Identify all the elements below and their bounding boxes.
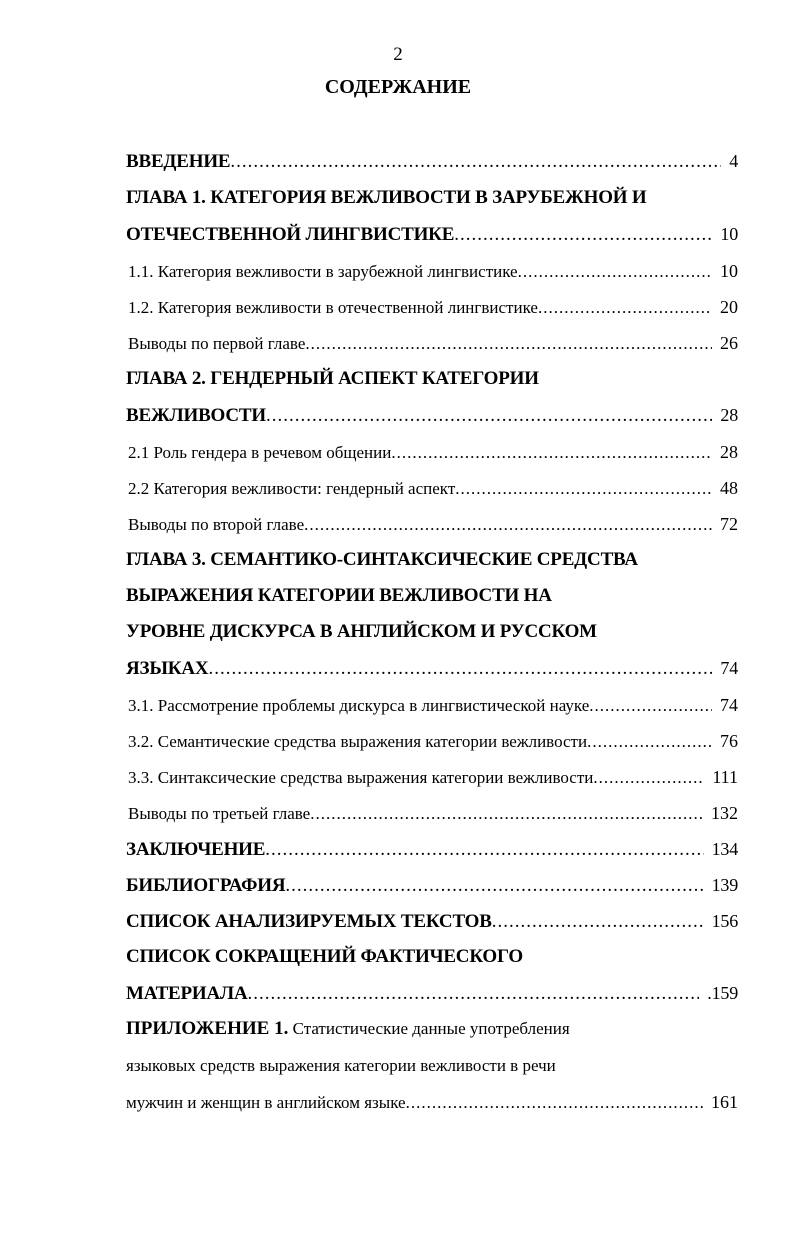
toc-chapter1-line1[interactable]: ГЛАВА 1. КАТЕГОРИЯ ВЕЖЛИВОСТИ В ЗАРУБЕЖНОЙ И: [126, 187, 647, 208]
toc-analyzed-texts[interactable]: СПИСОК АНАЛИЗИРУЕМЫХ ТЕКСТОВ ..... 156: [126, 910, 738, 933]
appendix-description-1: Статистические данные употребления: [292, 1019, 570, 1038]
toc-section-3-2[interactable]: 3.2. Семантические средства выражения категории вежливости ..... 76: [128, 730, 738, 753]
toc-section-2-2[interactable]: 2.2 Категория вежливости: гендерный аспект ..... 48: [128, 477, 738, 500]
toc-chapter3-line3[interactable]: УРОВНЕ ДИСКУРСА В АНГЛИЙСКОМ И РУССКОМ: [126, 621, 597, 642]
toc-chapter3-line2[interactable]: ВЫРАЖЕНИЯ КАТЕГОРИИ ВЕЖЛИВОСТИ НА: [126, 585, 552, 606]
toc-chapter2-line1[interactable]: ГЛАВА 2. ГЕНДЕРНЫЙ АСПЕКТ КАТЕГОРИИ: [126, 368, 539, 389]
toc-conclusion-ch1[interactable]: Выводы по первой главе ..... 26: [128, 332, 738, 355]
toc-conclusion-ch3[interactable]: Выводы по третьей главе ..... 132: [128, 802, 738, 825]
toc-appendix-line2[interactable]: языковых средств выражения категории вежливости в речи: [126, 1056, 556, 1075]
toc-chapter3[interactable]: ЯЗЫКАХ ..... 74: [126, 657, 738, 680]
toc-section-2-1[interactable]: 2.1 Роль гендера в речевом общении ..... 28: [128, 441, 738, 464]
toc-section-1-1[interactable]: 1.1. Категория вежливости в зарубежной лингвистике ..... 10: [128, 260, 738, 283]
appendix-label: ПРИЛОЖЕНИЕ 1.: [126, 1018, 289, 1039]
toc-conclusion[interactable]: ЗАКЛЮЧЕНИЕ ..... 134: [126, 838, 738, 861]
toc-abbreviations[interactable]: МАТЕРИАЛА ..... .159: [126, 982, 738, 1005]
toc-chapter2[interactable]: ВЕЖЛИВОСТИ ..... 28: [126, 404, 738, 427]
toc-abbreviations-line1[interactable]: СПИСОК СОКРАЩЕНИЙ ФАКТИЧЕСКОГО: [126, 946, 523, 967]
toc-section-1-2[interactable]: 1.2. Категория вежливости в отечественной лингвистике ..... 20: [128, 296, 738, 319]
toc-section-3-1[interactable]: 3.1. Рассмотрение проблемы дискурса в лингвистической науке ..... 74: [128, 694, 738, 717]
toc-chapter3-line1[interactable]: ГЛАВА 3. СЕМАНТИКО-СИНТАКСИЧЕСКИЕ СРЕДСТВА: [126, 549, 638, 570]
page-title: СОДЕРЖАНИЕ: [324, 76, 472, 98]
toc-section-3-3[interactable]: 3.3. Синтаксические средства выражения категории вежливости ..... 111: [128, 766, 738, 789]
toc-entry-intro[interactable]: ВВЕДЕНИЕ ..... 4: [126, 150, 738, 173]
toc-bibliography[interactable]: БИБЛИОГРАФИЯ ..... 139: [126, 874, 738, 897]
toc-appendix[interactable]: мужчин и женщин в английском языке ..... 161: [126, 1091, 738, 1114]
toc-appendix-line1[interactable]: [126, 1018, 570, 1040]
toc-conclusion-ch2[interactable]: Выводы по второй главе ..... 72: [128, 513, 738, 536]
toc-chapter1[interactable]: ОТЕЧЕСТВЕННОЙ ЛИНГВИСТИКЕ ..... 10: [126, 223, 738, 246]
page-number: 2: [393, 44, 403, 65]
